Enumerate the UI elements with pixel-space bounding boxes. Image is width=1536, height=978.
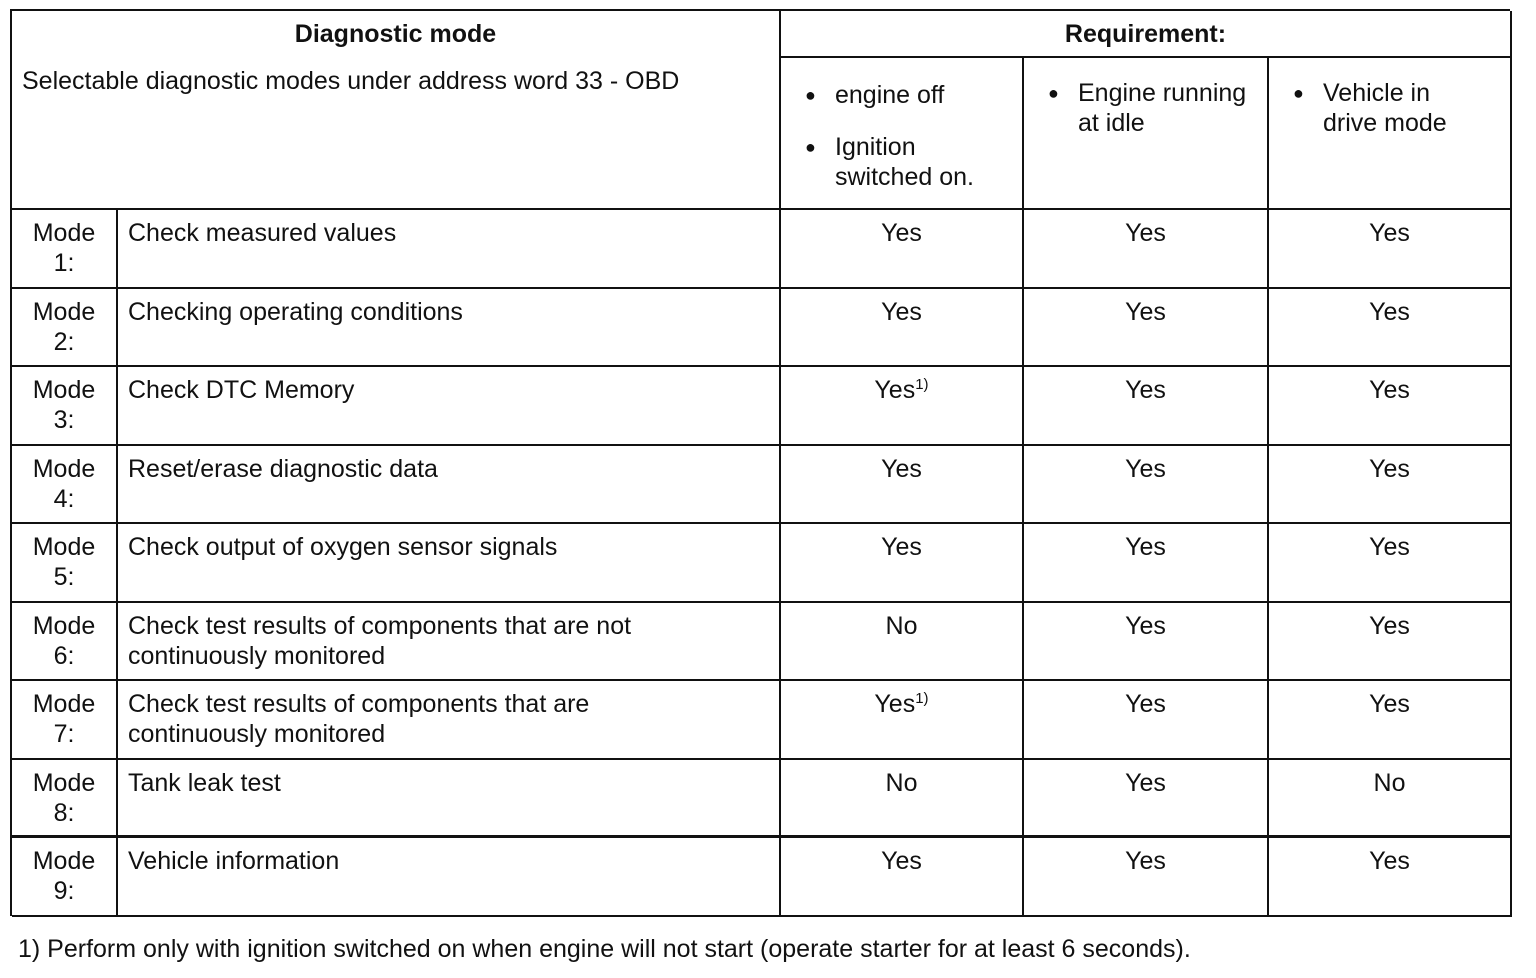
requirement-drive [1269, 58, 1512, 210]
value-idle: Yes [1024, 289, 1269, 368]
mode-description: Check output of oxygen sensor signals [118, 524, 781, 603]
diagnostic-mode-header: Diagnostic mode [12, 11, 781, 58]
requirement-text: Ignition switched on. [835, 133, 974, 191]
mode-label: Mode 7: [12, 681, 118, 760]
requirement-header: Requirement: [781, 11, 1512, 58]
mode-label: Mode 6: [12, 603, 118, 682]
mode-label: Mode 9: [12, 838, 118, 917]
value-engine-off: Yes [781, 289, 1024, 368]
mode-description: Tank leak test [118, 760, 781, 839]
value-idle: Yes [1024, 446, 1269, 525]
mode-label: Mode 3: [12, 367, 118, 446]
bullet-icon: ● [805, 85, 816, 105]
value-drive: Yes [1269, 681, 1512, 760]
value-idle: Yes [1024, 524, 1269, 603]
bullet-icon: ● [805, 137, 816, 157]
mode-description: Checking operating conditions [118, 289, 781, 368]
value-drive: Yes [1269, 524, 1512, 603]
footnote: 1) Perform only with ignition switched on when engine will not start (operate starter for at least 6 seconds). [18, 935, 1191, 963]
mode-label: Mode 5: [12, 524, 118, 603]
requirement-text: Engine running at idle [1078, 79, 1247, 137]
value-idle: Yes [1024, 681, 1269, 760]
mode-label: Mode 4: [12, 446, 118, 525]
value-engine-off: Yes$^{1)}$ [781, 681, 1024, 760]
value-drive: Yes [1269, 446, 1512, 525]
value-idle: Yes [1024, 603, 1269, 682]
mode-description: Check test results of components that are not continuously monitored [118, 603, 781, 682]
requirement-idle [1024, 58, 1269, 210]
mode-description: Check measured values [118, 210, 781, 289]
mode-description: Check DTC Memory [118, 367, 781, 446]
value-engine-off: Yes [781, 524, 1024, 603]
mode-description: Vehicle information [118, 838, 781, 917]
mode-label: Mode 8: [12, 760, 118, 839]
diagnostic-modes-table [10, 9, 1510, 916]
value-engine-off: Yes [781, 838, 1024, 917]
bullet-icon: ● [1293, 83, 1304, 103]
value-drive: Yes [1269, 289, 1512, 368]
mode-description: Check test results of components that are continuously monitored [118, 681, 781, 760]
value-idle: Yes [1024, 760, 1269, 839]
value-drive: Yes [1269, 838, 1512, 917]
requirement-bullet [1048, 78, 1267, 138]
value-engine-off: Yes [781, 446, 1024, 525]
mode-label: Mode 2: [12, 289, 118, 368]
value-drive: Yes [1269, 210, 1512, 289]
requirement-engine-off [781, 58, 1024, 210]
requirement-text: engine off [835, 81, 945, 109]
requirement-text: Vehicle in drive mode [1323, 79, 1447, 137]
requirement-bullet [805, 132, 1022, 192]
value-drive: Yes [1269, 367, 1512, 446]
diagnostic-mode-subtitle: Selectable diagnostic modes under address word 33 - OBD [12, 58, 781, 210]
value-engine-off: No [781, 760, 1024, 839]
value-idle: Yes [1024, 367, 1269, 446]
bullet-icon: ● [1048, 83, 1059, 103]
value-drive: Yes [1269, 603, 1512, 682]
value-engine-off: Yes [781, 210, 1024, 289]
value-engine-off: Yes$^{1)}$ [781, 367, 1024, 446]
value-engine-off: No [781, 603, 1024, 682]
mode-description: Reset/erase diagnostic data [118, 446, 781, 525]
value-idle: Yes [1024, 210, 1269, 289]
value-idle: Yes [1024, 838, 1269, 917]
value-drive: No [1269, 760, 1512, 839]
requirement-bullet [805, 80, 1022, 110]
requirement-bullet [1293, 78, 1510, 138]
mode-label: Mode 1: [12, 210, 118, 289]
